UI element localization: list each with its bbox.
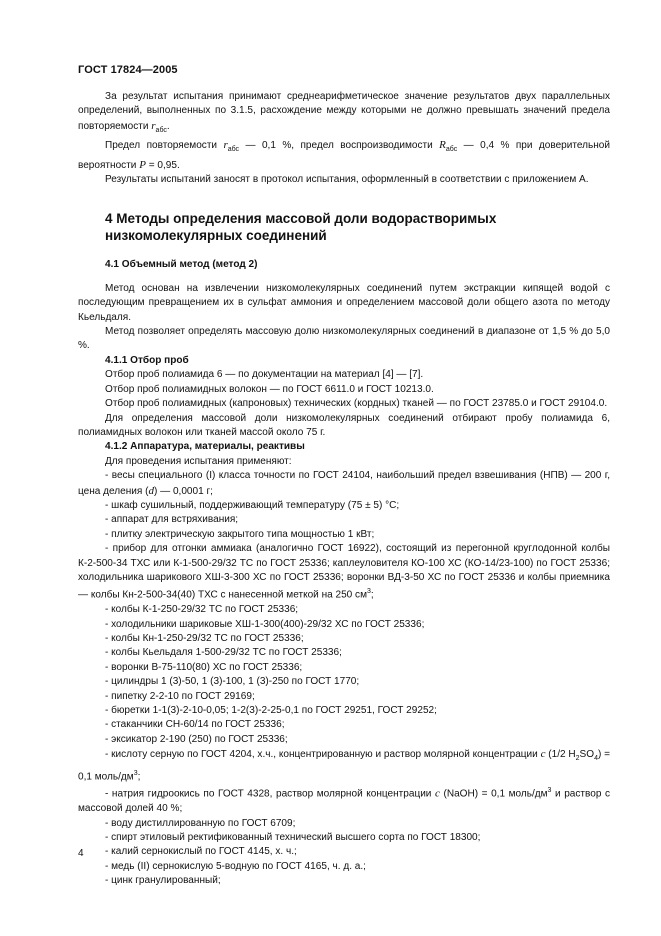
list-item: - цинк гранулированный;	[105, 875, 221, 887]
equipment-list	[78, 603, 610, 747]
reagent-list	[78, 817, 610, 889]
list-item: - воронки В-75-110(80) ХС по ГОСТ 25336;	[105, 661, 303, 673]
list-item: - колбы Кьельдаля 1-500-29/32 ТС по ГОСТ 25336;	[105, 647, 342, 659]
subsection-heading: 4.1 Объемный метод (метод 2)	[105, 259, 258, 271]
list-item: - спирт этиловый ректификованный технический высшего сорта по ГОСТ 18300;	[105, 831, 481, 843]
page-header: ГОСТ 17824—2005	[78, 64, 178, 76]
section-heading: 4 Методы определения массовой доли водорастворимых низкомолекулярных соединений	[105, 211, 497, 244]
list-item: - воду дистиллированную по ГОСТ 6709;	[105, 817, 296, 829]
list-item: - калий сернокислый по ГОСТ 4145, х. ч.;	[105, 846, 297, 858]
paragraph: Отбор проб полиамидных (капроновых) технических (кордных) тканей — по ГОСТ 23785.0 и ГОСТ 29104.0.	[105, 398, 608, 410]
list-item: - пипетку 2-2-10 по ГОСТ 29169;	[105, 690, 255, 702]
paragraph: Для проведения испытания применяют:	[105, 455, 292, 467]
list-item: - стаканчики СН-60/14 по ГОСТ 25336;	[105, 719, 285, 731]
list-item: - кислоту серную по ГОСТ 4204, х.ч., концентрированную и раствор молярной концентрации c (1/2 $H_2SO_4) = 0,1$ моль/$дм^3$;	[78, 748, 610, 782]
list-item: - плитку электрическую закрытого типа мощностью 1 кВт;	[105, 528, 375, 540]
paragraph: За результат испытания принимают среднеарифметическое значение результатов двух параллельных определений, выполненных по 3.1.5, расхождение между которыми не должно превышать значений предела повторяемости $r_{абс}$.	[78, 91, 610, 134]
paragraph: Предел повторяемости $r_{абс}$ — 0,1 %, предел воспроизводимости $R_{абс}$ — 0,4 % при доверительной вероятности P = 0,95.	[78, 139, 610, 171]
list-item: - прибор для отгонки аммиака (аналогично ГОСТ 16922), состоящий из перегонной круглодонной колбы К-2-500-34 ТХС или К-1-500-29/32 ТС по ГОСТ 25336; каплеуловителя КО-100 ХС (КО-14/23-100) по ГОСТ 25336; холодильника шарикового ХШ-3-300 ХС по ГОСТ 25336; воронки ВД-3-50 ХС по ГОСТ 25336 и колбы приемника — колбы Кн-2-500-34(40) ТХС с нанесенной меткой на 250 $см^3$;	[78, 543, 610, 601]
clause-heading: 4.1.1 Отбор проб	[105, 354, 189, 366]
list-item: - холодильники шариковые ХШ-1-300(400)-29/32 ХС по ГОСТ 25336;	[105, 618, 425, 630]
paragraph: Отбор проб полиамидных волокон — по ГОСТ 6611.0 и ГОСТ 10213.0.	[105, 383, 434, 395]
list-item: - аппарат для встряхивания;	[105, 514, 239, 526]
list-item: - бюретки 1-1(3)-2-10-0,05; 1-2(3)-2-25-0,1 по ГОСТ 29251, ГОСТ 29252;	[105, 704, 437, 716]
paragraph: Результаты испытаний заносят в протокол испытания, оформленный в соответствии с приложением А.	[105, 174, 589, 186]
list-item: - колбы К-1-250-29/32 ТС по ГОСТ 25336;	[105, 604, 299, 616]
list-item: - эксикатор 2-190 (250) по ГОСТ 25336;	[105, 733, 288, 745]
page-number: 4	[78, 848, 84, 859]
list-item: - колбы Кн-1-250-29/32 ТС по ГОСТ 25336;	[105, 632, 304, 644]
clause-heading: 4.1.2 Аппаратура, материалы, реактивы	[105, 441, 305, 453]
list-item: - медь (II) сернокислую 5-водную по ГОСТ 4165, ч. д. а.;	[105, 860, 366, 872]
paragraph: Метод позволяет определять массовую долю низкомолекулярных соединений в диапазоне от 1,5 % до 5,0 %.	[78, 326, 610, 352]
page-body	[78, 90, 610, 889]
paragraph: Для определения массовой доли низкомолекулярных соединений отбирают пробу полиамида 6, полиамидных волокон или тканей массой около 75 г.	[78, 412, 610, 438]
list-item: - весы специального (I) класса точности по ГОСТ 24104, наибольший предел взвешивания (НПВ) — 200 г, цена деления (d) — 0,0001 г;	[78, 470, 610, 497]
list-item: - цилиндры 1 (3)-50, 1 (3)-100, 1 (3)-250 по ГОСТ 1770;	[105, 676, 360, 688]
list-item: - шкаф сушильный, поддерживающий температуру (75 ± 5) °С;	[105, 499, 400, 511]
paragraph: Метод основан на извлечении низкомолекулярных соединений путем экстракции кипящей водой с последующим превращением их в сульфат аммония и определением массовой доли общего азота по методу Кьельдаля.	[78, 282, 610, 323]
paragraph: Отбор проб полиамида 6 — по документации на материал [4] — [7].	[105, 369, 424, 381]
list-item: - натрия гидроокись по ГОСТ 4328, раствор молярной концентрации c (NaOH) = 0,1 моль/$дм^3$ и раствор с массовой долей 40 %;	[78, 787, 611, 815]
